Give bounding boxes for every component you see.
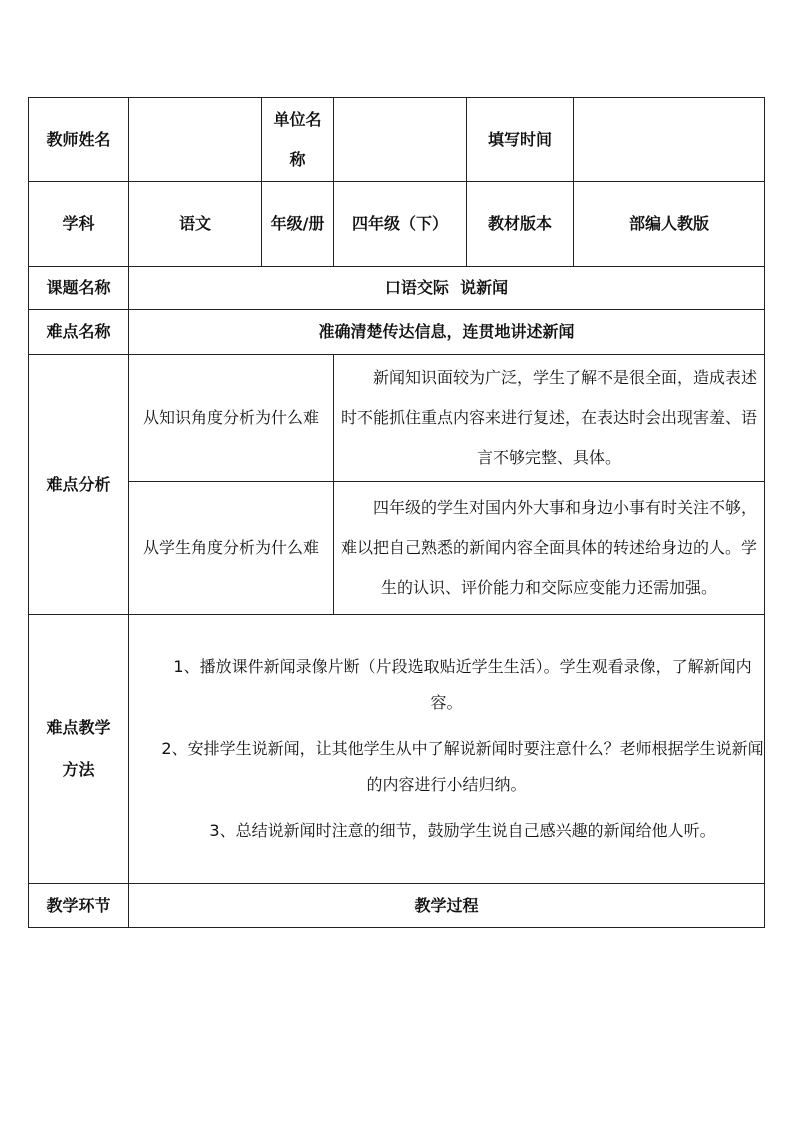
method-item: 1、播放课件新闻录像片断（片段选取贴近学生生活）。学生观看录像，了解新闻内容。 xyxy=(173,657,752,712)
analysis-label: 难点分析 xyxy=(29,355,129,615)
student-angle-cell xyxy=(334,482,765,615)
difficulty-value: 准确清楚传达信息，连贯地讲述新闻 xyxy=(129,310,765,355)
unit-name-label: 单位名称 xyxy=(262,98,334,182)
knowledge-angle-text: 新闻知识面较为广泛，学生了解不是很全面，造成表述时不能抓住重点内容来进行复述，在表达时会出现害羞、语言不够完整、具体。 xyxy=(340,368,757,467)
method-cell xyxy=(129,615,765,884)
method-label-text: 难点教学方法 xyxy=(46,718,111,779)
grade-label: 年级/册 xyxy=(262,182,334,267)
teaching-process-label: 教学过程 xyxy=(129,884,765,928)
edition-value: 部编人教版 xyxy=(574,182,765,267)
grade-value: 四年级（下） xyxy=(334,182,467,267)
fill-time-value xyxy=(574,98,765,182)
method-item: 2、安排学生说新闻，让其他学生从中了解说新闻时要注意什么？老师根据学生说新闻的内容进行小结归纳。 xyxy=(161,739,764,794)
edition-label: 教材版本 xyxy=(467,182,574,267)
topic-label: 课题名称 xyxy=(29,267,129,310)
lesson-plan-table xyxy=(28,97,765,928)
knowledge-angle-cell xyxy=(334,355,765,482)
teacher-name-label: 教师姓名 xyxy=(29,98,129,182)
topic-value: 口语交际 说新闻 xyxy=(129,267,765,310)
method-label xyxy=(29,615,129,884)
teacher-name-value xyxy=(129,98,262,182)
student-angle-label: 从学生角度分析为什么难 xyxy=(129,482,334,615)
row-teacher-info xyxy=(29,98,765,182)
row-subject-info xyxy=(29,182,765,267)
subject-value: 语文 xyxy=(129,182,262,267)
row-difficulty xyxy=(29,310,765,355)
method-item: 3、总结说新闻时注意的细节，鼓励学生说自己感兴趣的新闻给他人听。 xyxy=(209,821,716,840)
row-knowledge-analysis xyxy=(29,355,765,482)
row-teaching-process xyxy=(29,884,765,928)
row-method xyxy=(29,615,765,884)
student-angle-text: 四年级的学生对国内外大事和身边小事有时关注不够，难以把自己熟悉的新闻内容全面具体的转述给身边的人。学生的认识、评价能力和交际应变能力还需加强。 xyxy=(340,498,757,597)
subject-label: 学科 xyxy=(29,182,129,267)
row-topic xyxy=(29,267,765,310)
knowledge-angle-label: 从知识角度分析为什么难 xyxy=(129,355,334,482)
teaching-step-label: 教学环节 xyxy=(29,884,129,928)
difficulty-label: 难点名称 xyxy=(29,310,129,355)
row-student-analysis xyxy=(29,482,765,615)
fill-time-label: 填写时间 xyxy=(467,98,574,182)
unit-name-value xyxy=(334,98,467,182)
